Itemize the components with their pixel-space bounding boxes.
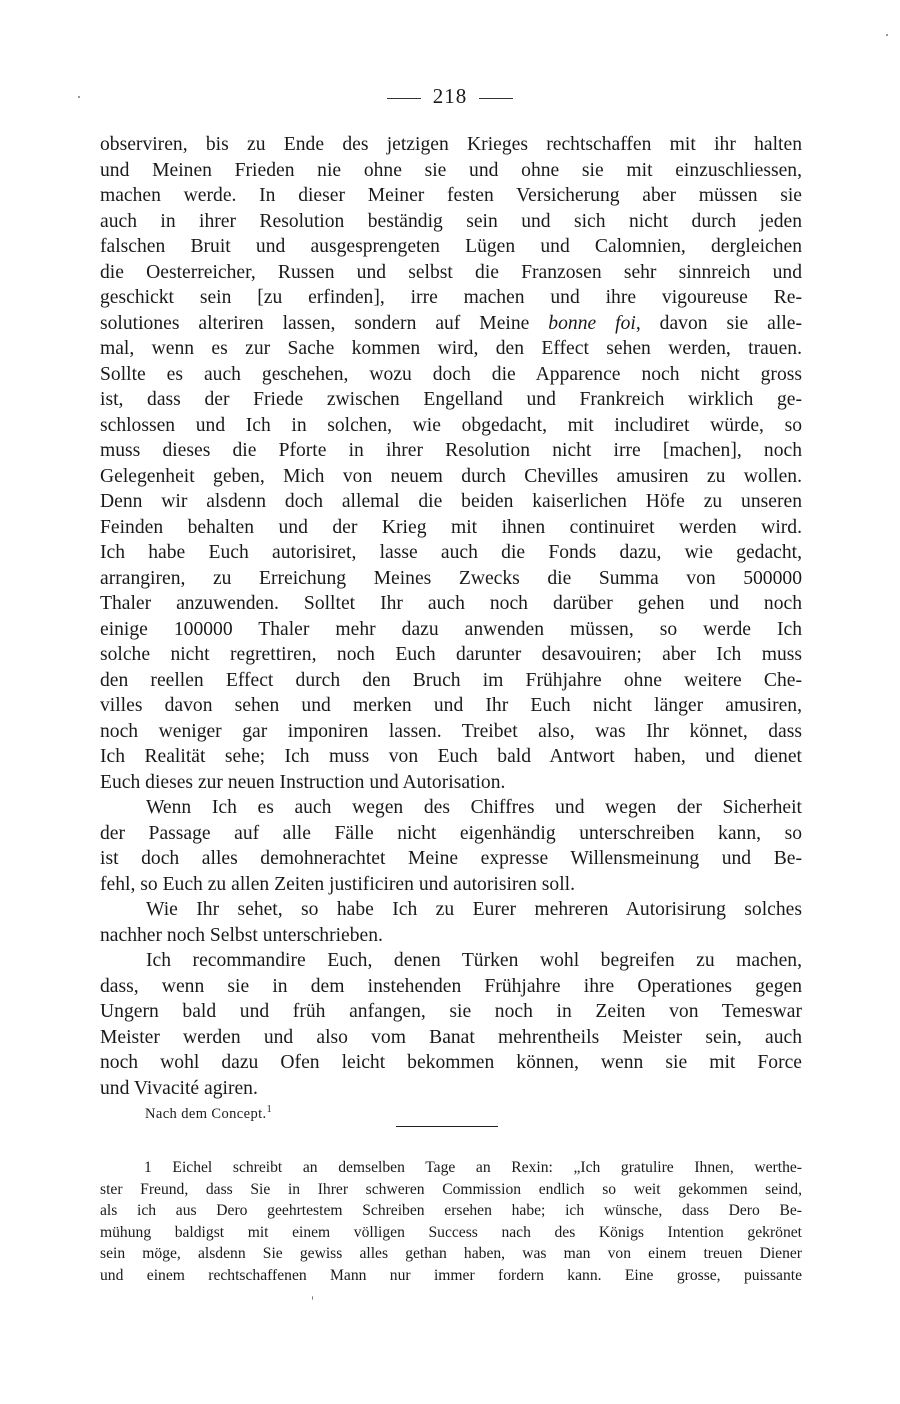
- paragraph-start-line: Wie Ihr sehet, so habe Ich zu Eurer mehreren Autorisirung solches: [146, 899, 802, 920]
- body-line: noch wohl dazu Ofen leicht bekommen können, wenn sie mit Force: [100, 1052, 802, 1073]
- body-line: geschickt sein [zu erfinden], irre machen und ihre vigoureuse Re-: [100, 287, 802, 308]
- body-line: falschen Bruit und ausgesprengeten Lügen und Calomnien, dergleichen: [100, 236, 802, 257]
- footnote-marker: 1: [266, 1104, 272, 1115]
- body-line: Ich Realität sehe; Ich muss von Euch bald Antwort haben, und dienet: [100, 746, 802, 767]
- footnote-line: sein möge, alsdenn Sie gewiss alles gethan haben, was man von einem treuen Diener: [100, 1245, 802, 1263]
- source-note: [145, 1104, 272, 1123]
- scan-speck: [78, 96, 80, 98]
- body-line: fehl, so Euch zu allen Zeiten justificiren und autorisiren soll.: [100, 873, 576, 895]
- paragraph-start-line: Ich recommandire Euch, denen Türken wohl begreifen zu machen,: [146, 950, 802, 971]
- scan-speck: [886, 34, 888, 36]
- body-line: Euch dieses zur neuen Instruction und Autorisation.: [100, 771, 506, 793]
- body-line: die Oesterreicher, Russen und selbst die Franzosen sehr sinnreich und: [100, 261, 802, 283]
- footnote-line: 1 Eichel schreibt an demselben Tage an Rexin: „Ich gratulire Ihnen, werthe-: [144, 1159, 802, 1176]
- footnote-line: als ich aus Dero geehrtestem Schreiben ersehen habe; ich wünsche, dass Dero Be-: [100, 1202, 802, 1220]
- line-head: solutiones alteriren lassen, sondern auf Meine: [100, 312, 530, 334]
- body-line: einige 100000 Thaler mehr dazu anwenden müssen, so werde Ich: [100, 618, 802, 640]
- footnote-line: und einem rechtschaffenen Mann nur immer fordern kann. Eine grosse, puissante: [100, 1266, 802, 1284]
- body-line: schlossen und Ich in solchen, wie obgedacht, mit includiret würde, so: [100, 414, 802, 436]
- body-line: nachher noch Selbst unterschrieben.: [100, 924, 383, 946]
- body-line: Sollte es auch geschehen, wozu doch die Apparence noch nicht gross: [100, 363, 802, 385]
- body-line: arrangiren, zu Erreichung Meines Zwecks die Summa von 500000: [100, 567, 802, 589]
- body-line: den reellen Effect durch den Bruch im Frühjahre ohne weitere Che-: [100, 669, 802, 691]
- body-line: ist doch alles demohnerachtet Meine expresse Willensmeinung und Be-: [100, 848, 802, 869]
- body-line: noch weniger gar imponiren lassen. Treibet also, was Ihr könnet, dass: [100, 720, 802, 742]
- body-line: Ich habe Euch autorisiret, lasse auch die Fonds dazu, wie gedacht,: [100, 542, 802, 563]
- line-tail: , davon sie alle-: [635, 312, 802, 334]
- body-line: muss dieses die Pforte in ihrer Resolution nicht irre [machen], noch: [100, 440, 802, 461]
- body-line: dass, wenn sie in dem instehenden Frühjahre ihre Operationes gegen: [100, 975, 802, 997]
- body-line: der Passage auf alle Fälle nicht eigenhändig unterschreiben kann, so: [100, 822, 802, 844]
- source-note-text: Nach dem Concept.: [145, 1105, 267, 1122]
- body-line: Gelegenheit geben, Mich von neuem durch Chevilles amusiren zu wollen.: [100, 465, 802, 487]
- footnote-line: ster Freund, dass Sie in Ihrer schweren Commission endlich so weit gekommen seind,: [100, 1180, 802, 1198]
- letter-body: [100, 132, 802, 1101]
- page-number: 218: [432, 84, 468, 108]
- body-line-with-italic: [100, 311, 802, 337]
- body-line: Meister werden und also vom Banat mehrentheils Meister sein, auch: [100, 1026, 802, 1048]
- body-line: ist, dass der Friede zwischen Engelland und Frankreich wirklich ge-: [100, 389, 802, 410]
- body-line: Feinden behalten und der Krieg mit ihnen continuiret werden wird.: [100, 516, 802, 538]
- body-line: und Meinen Frieden nie ohne sie und ohne sie mit einzuschliessen,: [100, 159, 802, 181]
- body-line: villes davon sehen und merken und Ihr Euch nicht länger amusiren,: [100, 695, 802, 716]
- body-line: Denn wir alsdenn doch allemal die beiden kaiserlichen Höfe zu unseren: [100, 491, 802, 512]
- header-dash-left: [387, 98, 421, 99]
- footnote-line: mühung baldigst mit einem völligen Success nach des Königs Intention gekrönet: [100, 1223, 802, 1241]
- header-dash-right: [479, 98, 513, 99]
- page-header: [0, 84, 900, 109]
- body-line: mal, wenn es zur Sache kommen wird, den Effect sehen werden, trauen.: [100, 338, 802, 359]
- body-line: observiren, bis zu Ende des jetzigen Krieges rechtschaffen mit ihr halten: [100, 134, 802, 155]
- body-line: Thaler anzuwenden. Solltet Ihr auch noch darüber gehen und noch: [100, 593, 802, 614]
- footnote-separator: [396, 1126, 498, 1127]
- body-line: auch in ihrer Resolution beständig sein und sich nicht durch jeden: [100, 210, 802, 232]
- body-line: Ungern bald und früh anfangen, sie noch in Zeiten von Temeswar: [100, 1001, 802, 1022]
- scan-speck: [312, 1296, 313, 1300]
- footnote-block: [100, 1157, 802, 1287]
- body-line: solche nicht regrettiren, noch Euch darunter desavouiren; aber Ich muss: [100, 644, 802, 665]
- italic-phrase: bonne foi: [548, 312, 636, 334]
- body-line: und Vivacité agiren.: [100, 1077, 258, 1099]
- body-line: machen werde. In dieser Meiner festen Versicherung aber müssen sie: [100, 185, 802, 206]
- paragraph-start-line: Wenn Ich es auch wegen des Chiffres und wegen der Sicherheit: [146, 797, 802, 818]
